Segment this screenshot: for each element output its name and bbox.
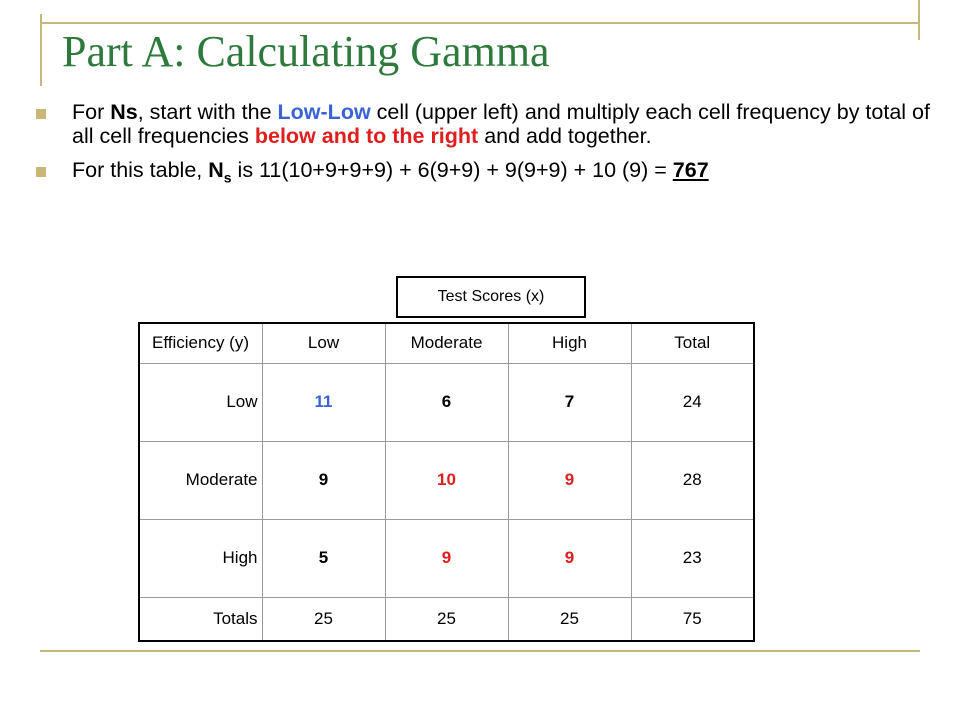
header-cell: High — [508, 323, 631, 363]
table-cell: 9 — [262, 441, 385, 519]
text-segment: cell (upper left) and multiply each cell frequency by total of all cell frequencies — [72, 100, 930, 148]
table-cell: 7 — [508, 363, 631, 441]
table-header-row — [139, 323, 754, 363]
text-segment: is 11(10+9+9+9) + 6(9+9) + 9(9+9) + 10 (9) = — [231, 158, 673, 182]
table-row — [139, 363, 754, 441]
crosstab-table — [138, 322, 755, 642]
n-symbol: N — [208, 158, 224, 182]
row-label: Totals — [139, 597, 262, 641]
header-cell: Moderate — [385, 323, 508, 363]
decorative-vertical-line-left — [40, 14, 42, 86]
decorative-vertical-line-right — [918, 0, 920, 40]
bullet-item-2 — [36, 158, 948, 189]
table-totals-row — [139, 597, 754, 641]
ns-term: Ns — [110, 100, 138, 124]
table-cell: 9 — [508, 519, 631, 597]
bullet-item-1 — [36, 100, 948, 148]
text-segment: For — [72, 100, 111, 124]
row-label: Low — [139, 363, 262, 441]
table-cell: 5 — [262, 519, 385, 597]
table-cell: 9 — [385, 519, 508, 597]
table-cell: 11 — [262, 363, 385, 441]
text-segment: For this table, — [72, 158, 209, 182]
grand-total-cell: 75 — [631, 597, 754, 641]
below-right-term: below and to the right — [254, 124, 479, 148]
low-low-term: Low-Low — [277, 100, 371, 124]
row-total-cell: 23 — [631, 519, 754, 597]
s-subscript: s — [223, 169, 232, 186]
square-bullet-icon — [36, 167, 46, 177]
row-total-cell: 28 — [631, 441, 754, 519]
header-cell: Efficiency (y) — [139, 323, 262, 363]
square-bullet-icon — [36, 109, 46, 119]
test-scores-label-box: Test Scores (x) — [396, 276, 586, 318]
table-cell: 6 — [385, 363, 508, 441]
row-label: High — [139, 519, 262, 597]
text-segment: , start with the — [137, 100, 278, 124]
header-cell: Low — [262, 323, 385, 363]
header-cell: Total — [631, 323, 754, 363]
ns-result: 767 — [672, 158, 709, 182]
table-cell: 10 — [385, 441, 508, 519]
decorative-horizontal-line-top — [40, 22, 920, 24]
column-total-cell: 25 — [508, 597, 631, 641]
table-cell: 9 — [508, 441, 631, 519]
row-total-cell: 24 — [631, 363, 754, 441]
crosstab-table-wrapper — [138, 322, 755, 642]
column-total-cell: 25 — [262, 597, 385, 641]
row-label: Moderate — [139, 441, 262, 519]
decorative-horizontal-line-bottom — [40, 650, 920, 652]
table-row — [139, 519, 754, 597]
slide-title: Part A: Calculating Gamma — [62, 27, 550, 76]
table-row — [139, 441, 754, 519]
text-segment: and add together. — [478, 124, 652, 148]
bullet-list — [36, 100, 948, 199]
column-total-cell: 25 — [385, 597, 508, 641]
